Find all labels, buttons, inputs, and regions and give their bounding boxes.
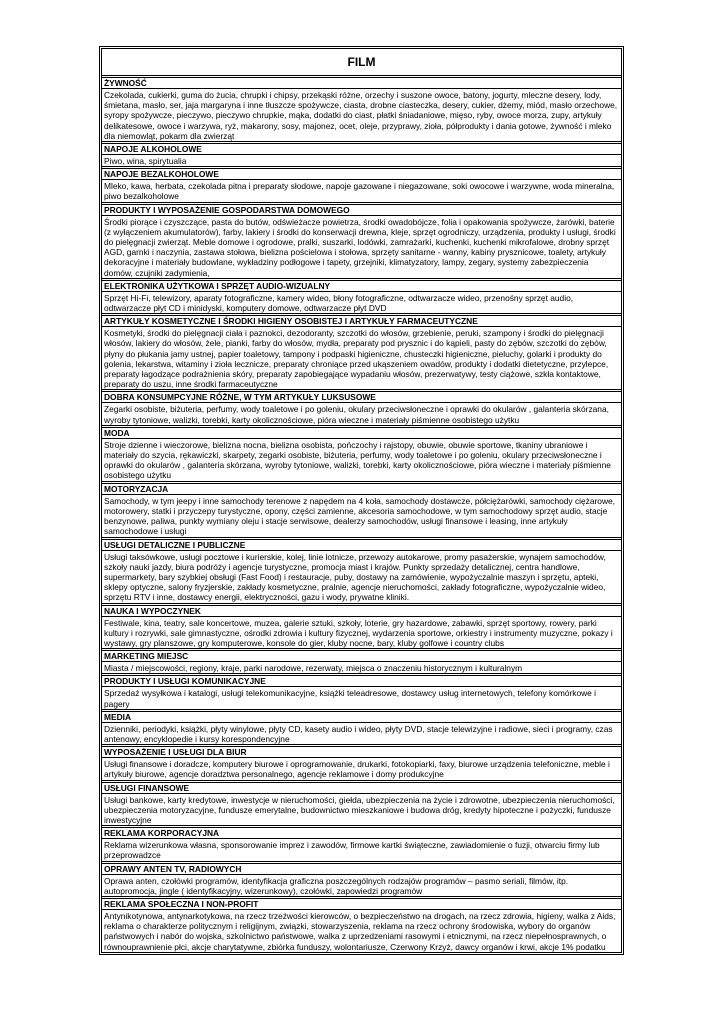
section-text: Festiwale, kina, teatry, sale koncertowe, muzea, galerie sztuki, szkoły, loterie, gry hazardowe, zabawki, sprzęt sportowy, rowery, parki kultury i rozrywki, sale gimnastyczne, ośrodki zdrowia i kultury fizycznej, wydarzenia sportowe, orkiestry i instrumenty muzyczne, pokazy i wystawy, gry planszowe, gry komputerowe, konsole do gier, kluby nocne, bary, kluby golfowe i country clubs <box>102 617 621 650</box>
section-heading: ARTYKUŁY KOSMETYCZNE I ŚRODKI HIGIENY OSOBISTEJ I ARTYKUŁY FARMACEUTYCZNE <box>102 315 621 327</box>
category-section <box>102 315 621 390</box>
category-document <box>99 46 624 955</box>
category-section <box>102 427 621 482</box>
section-heading: WYPOSAŻENIE I USŁUGI DLA BIUR <box>102 746 621 758</box>
section-heading: MODA <box>102 427 621 439</box>
category-section <box>102 280 621 314</box>
section-heading: ELEKTRONIKA UŻYTKOWA I SPRZĘT AUDIO-WIZUALNY <box>102 280 621 292</box>
section-heading: USŁUGI FINANSOWE <box>102 782 621 794</box>
section-heading: REKLAMA KORPORACYJNA <box>102 827 621 839</box>
section-text: Kosmetyki, środki do pielęgnacji ciała i paznokci, dezodoranty, szczotki do włosów, grzebienie, peruki, szampony i środki do pielęgnacji włosów, lakiery do włosów, żele, pianki, farby do włosów, mydła, preparaty pod prysznic i do kąpieli, pasty do zębów, szczotki do zębów, płyny do płukania jamy ustnej, papier toaletowy, tampony i podpaski higieniczne, chusteczki higieniczne, pieluchy, golarki i produkty do golenia, lekarstwa, witaminy i zioła lecznicze, preparaty chroniące przed ukąszeniem owadów, produkty i dodatki dietetyczne, przylepce, preparaty łagodzące podrażnienia skóry, preparaty zapobiegające wypadaniu włosów, prezerwatywy, testy ciążowe, szkła kontaktowe, preparaty do uszu, inne środki farmaceutyczne <box>102 327 621 390</box>
section-text: Środki piorące i czyszczące, pasta do butów, odświeżacze powietrza, środki owadobójcze, folia i opakowania spożywcze, żarówki, baterie (z wyłączeniem akumulatorów), farby, lakiery i środki do konserwacji drewna, kleje, sprzęt ogrodniczy, urządzenia, produkty i usługi, środki do pielęgnacji zwierząt. Meble domowe i ogrodowe, pralki, suszarki, lodówki, zamrażarki, kuchenki, kuchenki mikrofalowe, drobny sprzęt AGD, garnki i naczynia, zastawa stołowa, bielizna pościelowa i stołowa, sprzęty sanitarne - wanny, kabiny prysznicowe, toalety, artykuły dekoracyjne i materiały budowlane, wykładziny podłogowe i tapety, grzejniki, klimatyzatory, lampy, zegary, systemy zabezpieczenia domów, czujniki zadymienia, <box>102 216 621 279</box>
section-text: Dzienniki, periodyki, książki, płyty winylowe, płyty CD, kasety audio i wideo, płyty DVD, stacje telewizyjne i radiowe, sieci i programy, czas antenowy, encyklopedie i kursy korespondencyjne <box>102 723 621 745</box>
category-section <box>102 539 621 604</box>
category-section <box>102 391 621 425</box>
section-heading: NAPOJE ALKOHOLOWE <box>102 143 621 155</box>
section-text: Reklama wizerunkowa własna, sponsorowanie imprez i zawodów, firmowe kartki świąteczne, zawiadomienie o fuzji, otwarciu firmy lub przeprowadzce <box>102 839 621 861</box>
section-heading: ŻYWNOŚĆ <box>102 77 621 89</box>
category-sections <box>102 77 621 952</box>
section-text: Sprzęt Hi-Fi, telewizory, aparaty fotograficzne, kamery wideo, błony fotograficzne, odtwarzacze wideo, przenośny sprzęt audio, odtwarzacze płyt CD i minidyski, komputery domowe, odtwarzacze płyt DVD <box>102 292 621 314</box>
section-heading: MEDIA <box>102 711 621 723</box>
section-text: Samochody, w tym jeepy i inne samochody terenowe z napędem na 4 koła, samochody dostawcze, półciężarówki, samochody ciężarowe, motorowery, statki i przyczepy turystyczne, opony, części zamienne, akcesoria samochodowe, w tym samochodowy sprzęt audio, stacje benzynowe, paliwa, punkty wymiany oleju i stacje serwisowe, dealerzy samochodów, usługi finansowe i leasing, inne artykuły samochodowe i usługi <box>102 495 621 538</box>
document-title: FILM <box>102 49 621 76</box>
category-section <box>102 483 621 538</box>
section-text: Miasta / miejscowości, regiony, kraje, parki narodowe, rezerwaty, miejsca o znaczeniu historycznym i kulturalnym <box>102 662 621 674</box>
section-text: Usługi finansowe i doradcze, komputery biurowe i oprogramowanie, drukarki, fotokopiarki, faxy, biurowe urządzenia telefoniczne, meble i artykuły biurowe, agencje doradztwa personalnego, agencje reklamowe i domy produkcyjne <box>102 758 621 780</box>
section-heading: PRODUKTY I WYPOSAŻENIE GOSPODARSTWA DOMOWEGO <box>102 204 621 216</box>
section-text: Mleko, kawa, herbata, czekolada pitna i preparaty słodowe, napoje gazowane i niegazowane, soki owocowe i warzywne, woda mineralna, piwo bezalkoholowe <box>102 180 621 202</box>
section-text: Usługi bankowe, karty kredytowe, inwestycje w nieruchomości, giełda, ubezpieczenia na życie i zdrowotne, ubezpieczenia nieruchomości, ubezpieczenia motoryzacyjne, fundusze emerytalne, budownictwo mieszkaniowe i budowa dróg, kredyty hipoteczne i pożyczki, fundusze inwestycyjne <box>102 794 621 827</box>
section-heading: NAUKA I WYPOCZYNEK <box>102 605 621 617</box>
category-section <box>102 782 621 827</box>
section-heading: MOTORYZACJA <box>102 483 621 495</box>
section-heading: OPRAWY ANTEN TV, RADIOWYCH <box>102 863 621 875</box>
category-section <box>102 650 621 674</box>
section-heading: DOBRA KONSUMPCYJNE RÓŻNE, W TYM ARTYKUŁY LUKSUSOWE <box>102 391 621 403</box>
section-text: Piwo, wina, spirytualia <box>102 155 621 167</box>
section-text: Usługi taksówkowe, usługi pocztowe i kurierskie, kolej, linie lotnicze, przewozy autokarowe, promy pasażerskie, wynajem samochodów, szkoły nauki jazdy, biura podróży i agencje turystyczne, promocja miast i krajów. Punkty sprzedaży detalicznej, centra handlowe, supermarkety, bary szybkiej obsługi (Fast Food) i restauracje, puby, dostawy na zamówienie, wypożyczalnie maszyn i sprzętu, apteki, sklepy optyczne, salony fryzjerskie, zakłady kosmetyczne, pralnie, agencje nieruchomości, zakłady fotograficzne, wypożyczalnie wideo, sprzętu RTV i inne, dostawcy energii, elektryczności, gazu i wody, prywatne kliniki. <box>102 551 621 604</box>
category-section <box>102 711 621 745</box>
category-section <box>102 746 621 780</box>
category-section <box>102 77 621 142</box>
category-section <box>102 143 621 167</box>
section-heading: USŁUGI DETALICZNE I PUBLICZNE <box>102 539 621 551</box>
category-section <box>102 898 621 952</box>
section-text: Oprawa anten, czołówki programów, identyfikacja graficzna poszczególnych rodzajów programów – pasmo seriali, filmów, itp. autopromocja, jingle ( identyfikacyjny, wizerunkowy), czołówki, zapowiedzi programów <box>102 875 621 897</box>
category-section <box>102 605 621 650</box>
category-section <box>102 168 621 202</box>
category-section <box>102 204 621 279</box>
section-heading: MARKETING MIEJSC <box>102 650 621 662</box>
section-text: Czekolada, cukierki, guma do żucia, chrupki i chipsy, przekąski różne, orzechy i suszone owoce, batony, jogurty, mleczne desery, lody, śmietana, masło, ser, jaja margaryna i inne tłuszcze spożywcze, ciasta, drobne ciasteczka, desery, cukier, dżemy, miód, masło orzechowe, syropy spożywcze, pieczywo, pieczywo chrupkie, mąka, dodatki do ciast, płatki śniadaniowe, mięso, ryby, owoce morza, zupy, artykuły delikatesowe, owoce i warzywa, ryż, makarony, sosy, majonez, ocet, oleje, przyprawy, zioła, półprodukty i dania gotowe, żywność i mleko dla niemowląt, pokarm dla zwierząt <box>102 89 621 142</box>
category-section <box>102 863 621 897</box>
section-text: Antynikotynowa, antynarkotykowa, na rzecz trzeźwości kierowców, o bezpieczeństwo na drogach, na rzecz zdrowia, higieny, walka z Aids, reklama o charakterze politycznym i religijnym, związki, stowarzyszenia, reklama na rzecz ochrony środowiska, wybory do organów państwowych i nabór do wojska, szkolnictwo państwowe, walka z uprzedzeniami rasowymi i etnicznymi, na rzecz niepełnosprawnych, o równouprawnienie płci, akcje charytatywne, zbiórka funduszy, wolontariusze, Czerwony Krzyż, dawcy organów i krwi, akcje 1% podatku <box>104 910 616 952</box>
section-text: Sprzedaż wysyłkowa i katalogi, usługi telekomunikacyjne, książki teleadresowe, dostawcy usług internetowych, telefony komórkowe i pagery <box>102 687 621 709</box>
section-text: Stroje dzienne i wieczorowe, bielizna nocna, bielizna osobista, pończochy i rajstopy, obuwie, obuwie sportowe, tkaniny ubraniowe i materiały do szycia, rękawiczki, skarpety, zegarki osobiste, biżuteria, perfumy, wody toaletowe i po goleniu, okulary przeciwsłoneczne i oprawki do okularów , galanteria skórzana, wyroby tytoniowe, walizki, torebki, karty okolicznościowe, pióra wieczne i materiały piśmienne osobistego użytku <box>102 439 621 482</box>
section-heading: NAPOJE BEZALKOHOLOWE <box>102 168 621 180</box>
section-heading: PRODUKTY I USŁUGI KOMUNIKACYJNE <box>102 675 621 687</box>
section-text: Zegarki osobiste, biżuteria, perfumy, wody toaletowe i po goleniu, okulary przeciwsłoneczne i oprawki do okularów , galanteria skórzana, wyroby tytoniowe, walizki, torebki, karty okolicznościowe, pióra wieczne i materiały piśmienne osobistego użytku <box>102 403 621 425</box>
category-section <box>102 675 621 709</box>
section-heading: REKLAMA SPOŁECZNA I NON-PROFIT <box>102 898 621 910</box>
category-section <box>102 827 621 861</box>
